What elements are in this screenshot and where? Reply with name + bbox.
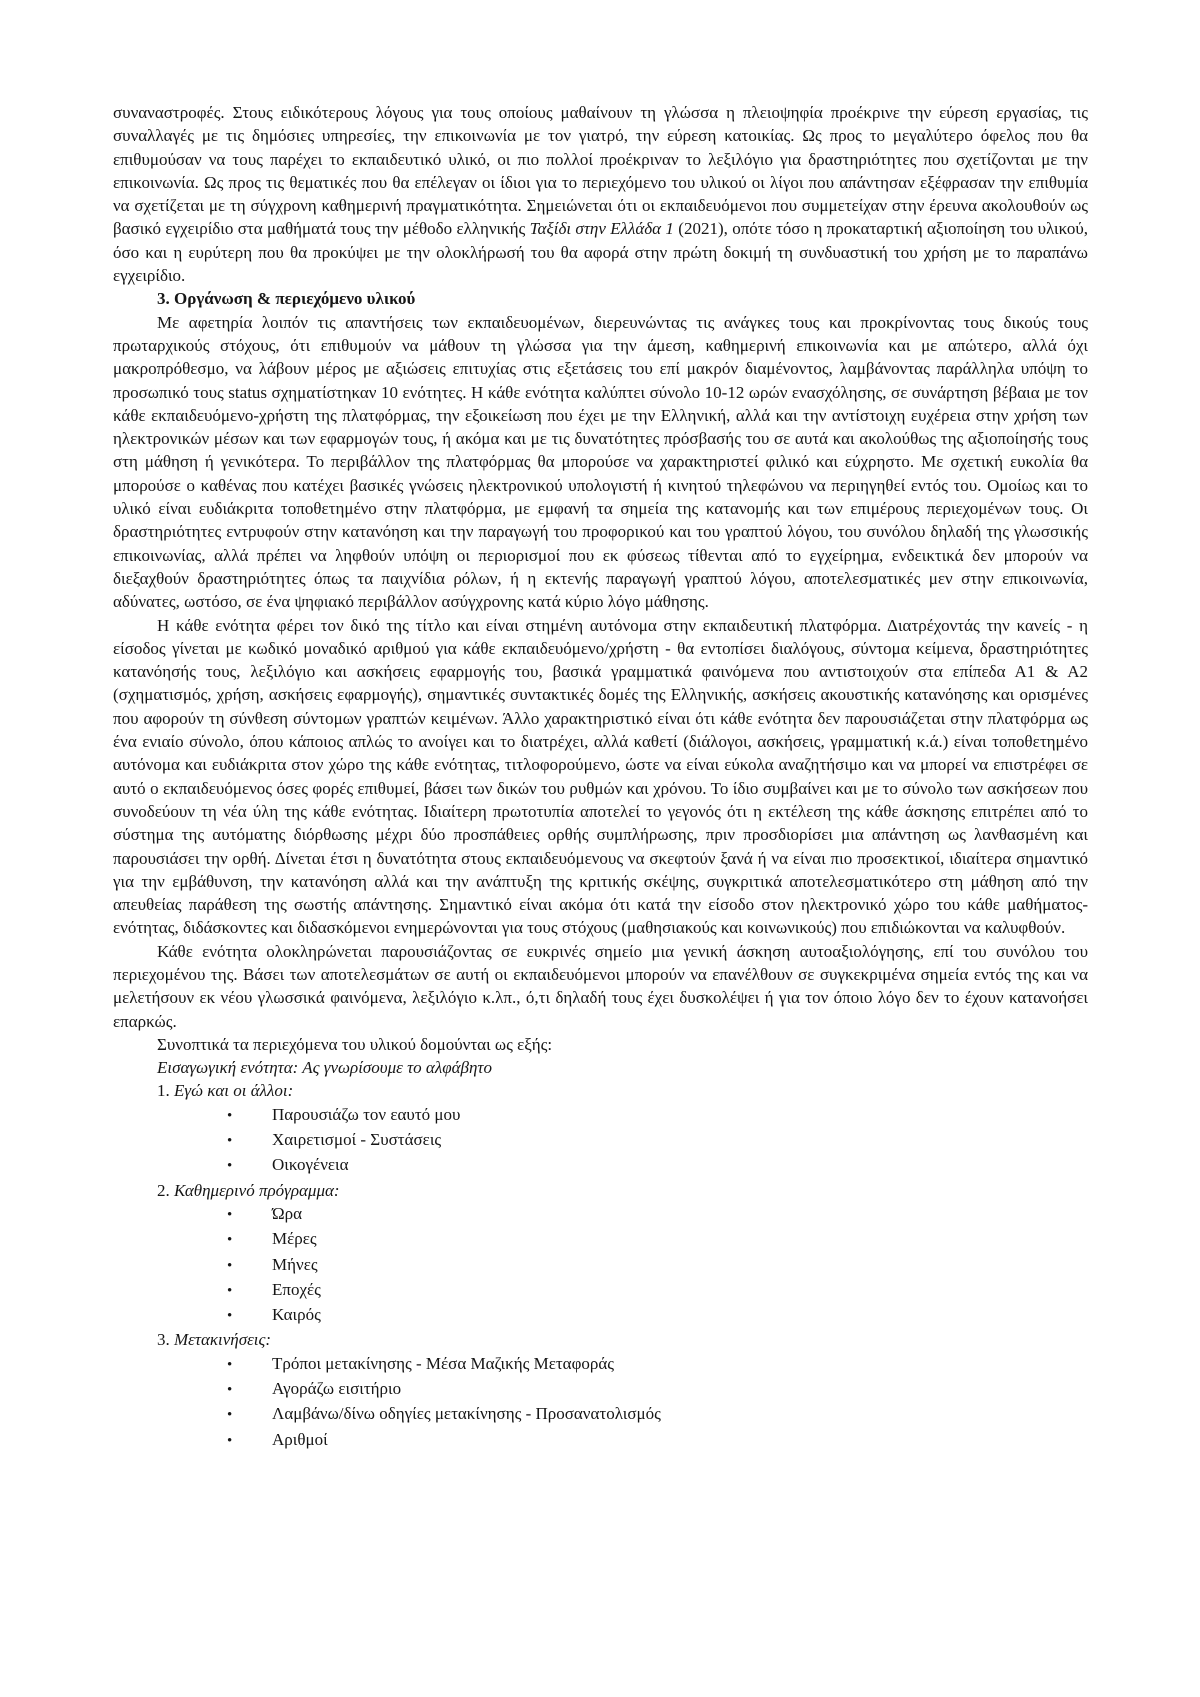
list-item xyxy=(227,1253,1088,1278)
bullet-icon: • xyxy=(227,1158,233,1175)
list-item xyxy=(227,1128,1088,1153)
bullet-icon: • xyxy=(227,1282,233,1299)
paragraph-unit-structure: Η κάθε ενότητα φέρει τον δικό της τίτλο και είναι στημένη αυτόνομα στην εκπαιδευτική πλατφόρμα. Διατρέχοντάς την κανείς - η είσοδος γίνεται με κωδικό μοναδικό αριθμού για κάθε εκπαιδευόμενο/χρήστη - θα εντοπίσει διαλόγους, σύντομα κείμενα, δραστηριότητες κατανόησής τους, λεξιλόγιο και ασκήσεις εφαρμογής του, βασικά γραμματικά φαινόμενα που αντιστοιχούν στα επίπεδα Α1 & Α2 (σχηματισμός, χρήση, ασκήσεις εφαρμογής), σημαντικές συντακτικές δομές της Ελληνικής, ασκήσεις ακουστικής κατανόησης και ορισμένες που αφορούν τη σύνθεση σύντομων γραπτών κειμένων. Άλλο χαρακτηριστικό είναι ότι κάθε ενότητα δεν παρουσιάζεται στην πλατφόρμα ως ένα ενιαίο σύνολο, όπου κάποιος απλώς το ανοίγει και το διατρέχει, αλλά καθετί (διάλογοι, ασκήσεις, γραμματική κ.ά.) είναι τοποθετημένο αυτόνομα και ευδιάκριτα στον χώρο της κάθε ενότητας, τιτλοφορούμενο, ώστε να είναι εύκολα αναζητήσιμο και να μπορεί να επιστρέφει σε αυτό ο εκπαιδευόμενος όσες φορές επιθυμεί, βάσει των δικών του ρυθμών και χρόνου. Το ίδιο συμβαίνει και με το σύνολο των ασκήσεων που συνοδεύουν τη νέα ύλη της κάθε ενότητας. Ιδιαίτερη πρωτοτυπία αποτελεί το γεγονός ότι η εκτέλεση της κάθε άσκησης επιτρέπει από το σύστημα της αυτόματης διόρθωσης μέχρι δύο προσπάθειες ορθής συμπλήρωσης, πριν προσδιορίσει μια απάντηση ως λανθασμένη και παρουσιάσει την ορθή. Δίνεται έτσι η δυνατότητα στους εκπαιδευόμενους να σκεφτούν ξανά ή να είναι πιο προσεκτικοί, ιδιαίτερα σημαντικό για την εμβάθυνση, την κατανόηση αλλά και την ανάπτυξη της κριτικής σκέψης, συγκριτικά αποτελεσματικότερο στη μάθηση από την απευθείας παράθεση της σωστής απάντησης. Σημαντικό είναι ακόμα ότι κατά την είσοδο στον ηλεκτρονικό χώρο του κάθε μαθήματος-ενότητας, διδάσκοντες και διδασκόμενοι ενημερώνονται για τους στόχους (μαθησιακούς και κοινωνικούς) που επιδιώκονται να καλυφθούν. xyxy=(113,615,1088,938)
list-item xyxy=(227,1377,1088,1402)
bullet-icon: • xyxy=(227,1432,233,1449)
paragraph-text: συναναστροφές. Στους ειδικότερους λόγους για τους οποίους μαθαίνουν τη γλώσσα η πλειοψηφία προέκρινε την εύρεση εργασίας, τις συναλλαγές με τις δημόσιες υπηρεσίες, την επικοινωνία με τον γιατρό, την εύρεση κατοικίας. Ως προς το μεγαλύτερο όφελος που θα επιθυμούσαν να τους παρέχει το εκπαιδευτικό υλικό, οι πιο πολλοί προέκριναν το λεξιλόγιο για δραστηριότητες που σχετίζονται με την επικοινωνία. Ως προς τις θεματικές που θα επέλεγαν οι ίδιοι για το περιεχόμενο του υλικού οι λίγοι που απάντησαν εξέφρασαν την επιθυμία να σχετίζεται με τη σύγχρονη καθημερινή πραγματικότητα. Σημειώνεται ότι οι εκπαιδευόμενοι που συμμετείχαν στην έρευνα ακολουθούν ως βασικό εγχειρίδιο στα μαθήματά τους την μέθοδο ελληνικής xyxy=(113,103,1088,239)
document-page xyxy=(113,101,1088,1453)
bullet-icon: • xyxy=(227,1232,233,1249)
list-item xyxy=(227,1202,1088,1227)
bullet-icon: • xyxy=(227,1107,233,1124)
topic-label: Λαμβάνω/δίνω οδηγίες μετακίνησης - Προσανατολισμός xyxy=(272,1404,661,1424)
list-item xyxy=(227,1428,1088,1453)
list-item xyxy=(227,1153,1088,1178)
topic-label: Εποχές xyxy=(272,1279,321,1299)
unit-title: Εγώ και οι άλλοι: xyxy=(174,1081,294,1101)
topic-label: Τρόποι μετακίνησης - Μέσα Μαζικής Μεταφοράς xyxy=(272,1353,615,1373)
bullet-icon: • xyxy=(227,1356,233,1373)
topic-label: Οικογένεια xyxy=(272,1155,349,1175)
bullet-icon: • xyxy=(227,1257,233,1274)
unit-number: 2. xyxy=(157,1180,170,1200)
bullet-icon: • xyxy=(227,1206,233,1223)
topic-label: Καιρός xyxy=(272,1305,321,1325)
topic-label: Μέρες xyxy=(272,1229,317,1249)
list-item xyxy=(227,1303,1088,1328)
topic-label: Μήνες xyxy=(272,1254,318,1274)
unit-title: Καθημερινό πρόγραμμα: xyxy=(174,1180,340,1200)
book-title-italic: Ταξίδι στην Ελλάδα 1 xyxy=(529,219,674,239)
unit-3-heading xyxy=(157,1328,1088,1351)
bullet-icon: • xyxy=(227,1133,233,1150)
paragraph-continuation xyxy=(113,101,1088,287)
introductory-unit-title: Εισαγωγική ενότητα: Ας γνωρίσουμε το αλφάβητο xyxy=(157,1058,493,1078)
list-item xyxy=(227,1227,1088,1252)
list-item xyxy=(227,1103,1088,1128)
bullet-icon: • xyxy=(227,1407,233,1424)
topic-label: Αγοράζω εισιτήριο xyxy=(272,1379,402,1399)
section-heading: 3. Οργάνωση & περιεχόμενο υλικού xyxy=(157,289,416,309)
paragraph-organization: Με αφετηρία λοιπόν τις απαντήσεις των εκπαιδευομένων, διερευνώντας τις ανάγκες τους και προκρίνοντας τους δικούς τους πρωταρχικούς στόχους, ότι επιθυμούν να μάθουν τη γλώσσα για την άμεση, καθημερινή επικοινωνία και με απώτερο, αλλά όχι μακροπρόθεσμο, να λάβουν μέρος με αξιώσεις επιτυχίας στις εξετάσεις του επί μακρόν διαμένοντος, λαμβάνοντας παράλληλα υπόψη το προσωπικό τους status σχηματίστηκαν 10 ενότητες. Η κάθε ενότητα καλύπτει σύνολο 10-12 ωρών ενασχόλησης, σε συνάρτηση βέβαια με τον κάθε εκπαιδευόμενο-χρήστη της πλατφόρμας, την εξοικείωση που έχει με την Ελληνική, αλλά και την αντίστοιχη ευχέρεια στην χρήση των ηλεκτρονικών μέσων και των εφαρμογών τους, ή ακόμα και με τις δυνατότητες πρόσβασής του σε αυτά και ακολούθως της αξιοποίησής τους στη μάθηση ή γενικότερα. Το περιβάλλον της πλατφόρμας θα μπορούσε να χαρακτηριστεί φιλικό και εύχρηστο. Με σχετική ευκολία θα μπορούσε ο καθένας που κατέχει βασικές γνώσεις ηλεκτρονικού υπολογιστή ή κινητού τηλεφώνου να περιηγηθεί εντός του. Ομοίως και το υλικό είναι ευδιάκριτα τοποθετημένο στην πλατφόρμα, με εμφανή τα σημεία της κατανομής και των επιμέρους περιεχομένων τους. Οι δραστηριότητες εντρυφούν στην κατανόηση και την παραγωγή του προφορικού και του γραπτού λόγου, του συνόλου δηλαδή της γλωσσικής επικοινωνίας, αλλά πρέπει να ληφθούν υπόψη οι περιορισμοί που εκ φύσεως τίθενται από το εγχείρημα, ενδεικτικά δεν μπορούν να διεξαχθούν δραστηριότητες όπως τα παιχνίδια ρόλων, ή η εκτενής παραγωγή γραπτού λόγου, αποτελεσματικές μεν στην επικοινωνία, αδύνατες, ωστόσο, σε ένα ψηφιακό περιβάλλον ασύγχρονης κατά κύριο λόγο μάθησης. xyxy=(113,312,1088,612)
bullet-icon: • xyxy=(227,1308,233,1325)
unit-number: 1. xyxy=(157,1081,170,1101)
paragraph-self-assessment: Κάθε ενότητα ολοκληρώνεται παρουσιάζοντας σε ευκρινές σημείο μια γενική άσκηση αυτοαξιολόγησης, επί του συνόλου του περιεχομένου της. Βάσει των αποτελεσμάτων σε αυτή οι εκπαιδευόμενοι μπορούν να επανέλθουν σε συγκεκριμένα σημεία εντός της και να μελετήσουν εκ νέου γλωσσικά φαινόμενα, λεξιλόγιο κ.λπ., ό,τι δηλαδή τους έχει δυσκολέψει ή για τον όποιο λόγο δεν το έχουν κατανοήσει επαρκώς. xyxy=(113,941,1088,1031)
topic-label: Χαιρετισμοί - Συστάσεις xyxy=(272,1130,442,1150)
list-item xyxy=(227,1402,1088,1427)
list-item xyxy=(227,1278,1088,1303)
summary-intro-line: Συνοπτικά τα περιεχόμενα του υλικού δομούνται ως εξής: xyxy=(157,1034,553,1054)
bullet-icon: • xyxy=(227,1382,233,1399)
unit-number: 3. xyxy=(157,1330,170,1350)
paragraph-text: (2021), οπότε τόσο η προκαταρτική αξιοποίηση του υλικού, όσο και η ευρύτερη που θα προκύψει με την ολοκλήρωσή του θα αφορά στην πρώτη δοκιμή τη συνδυαστική του χρήση με το παραπάνω εγχειρίδιο. xyxy=(113,219,1088,286)
unit-1-heading xyxy=(157,1079,1088,1102)
unit-title: Μετακινήσεις: xyxy=(174,1330,272,1350)
topic-label: Αριθμοί xyxy=(272,1429,328,1449)
unit-2-heading xyxy=(157,1179,1088,1202)
list-item xyxy=(227,1352,1088,1377)
topic-label: Παρουσιάζω τον εαυτό μου xyxy=(272,1104,461,1124)
topic-label: Ώρα xyxy=(272,1203,303,1223)
